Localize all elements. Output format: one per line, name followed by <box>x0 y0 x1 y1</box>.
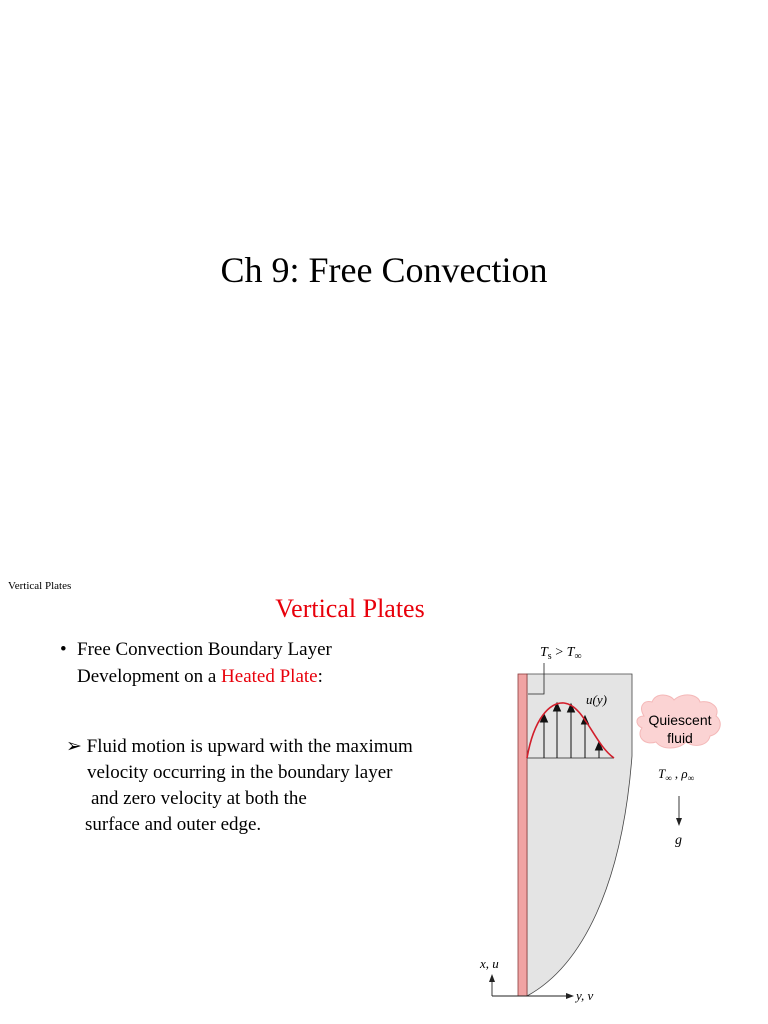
bullet-line-2-prefix: Development on a <box>77 666 222 687</box>
gravity-arrow-head-icon <box>676 818 682 826</box>
slide-corner-label: Vertical Plates <box>8 580 72 592</box>
bullet-point <box>60 636 470 690</box>
y-axis-label: y, v <box>576 988 594 1003</box>
slide-title: Ch 9: Free Convection <box>220 250 548 290</box>
cloud-label-line-1: Quiescent <box>648 712 712 728</box>
temperature-condition-label: $T_s > T_\infty$ <box>540 645 582 662</box>
heated-plate-highlight: Heated Plate <box>221 666 318 687</box>
arrow-bullet <box>66 734 486 838</box>
arrow-bullet-line-2: velocity occurring in the boundary layer <box>87 762 393 783</box>
x-axis-label: x, u <box>480 956 499 971</box>
gravity-label: g <box>675 833 682 848</box>
ambient-properties-label: $T_\infty$ , $\rho_\infty$ <box>658 766 695 783</box>
arrow-bullet-icon: ➢ <box>66 736 87 757</box>
boundary-layer-diagram <box>472 636 762 1016</box>
cloud-label-line-2: fluid <box>667 730 693 746</box>
heated-plate <box>518 674 527 996</box>
slide-heading: Vertical Plates <box>275 594 425 623</box>
bullet-line-2 <box>77 663 470 690</box>
arrow-bullet-line-4: surface and outer edge. <box>85 814 262 835</box>
bullet-dot-icon: • <box>60 639 67 660</box>
arrow-bullet-line-1: ➢ Fluid motion is upward with the maximum <box>66 736 413 757</box>
arrow-bullet-line-3: and zero velocity at both the <box>91 788 307 809</box>
bullet-line-2-suffix: : <box>317 666 323 687</box>
velocity-profile-label: u(y) <box>586 692 607 707</box>
y-axis-arrow-head-icon <box>566 993 574 999</box>
x-axis-arrow-head-icon <box>489 974 495 982</box>
bullet-line-1: Free Convection Boundary Layer <box>77 639 332 660</box>
